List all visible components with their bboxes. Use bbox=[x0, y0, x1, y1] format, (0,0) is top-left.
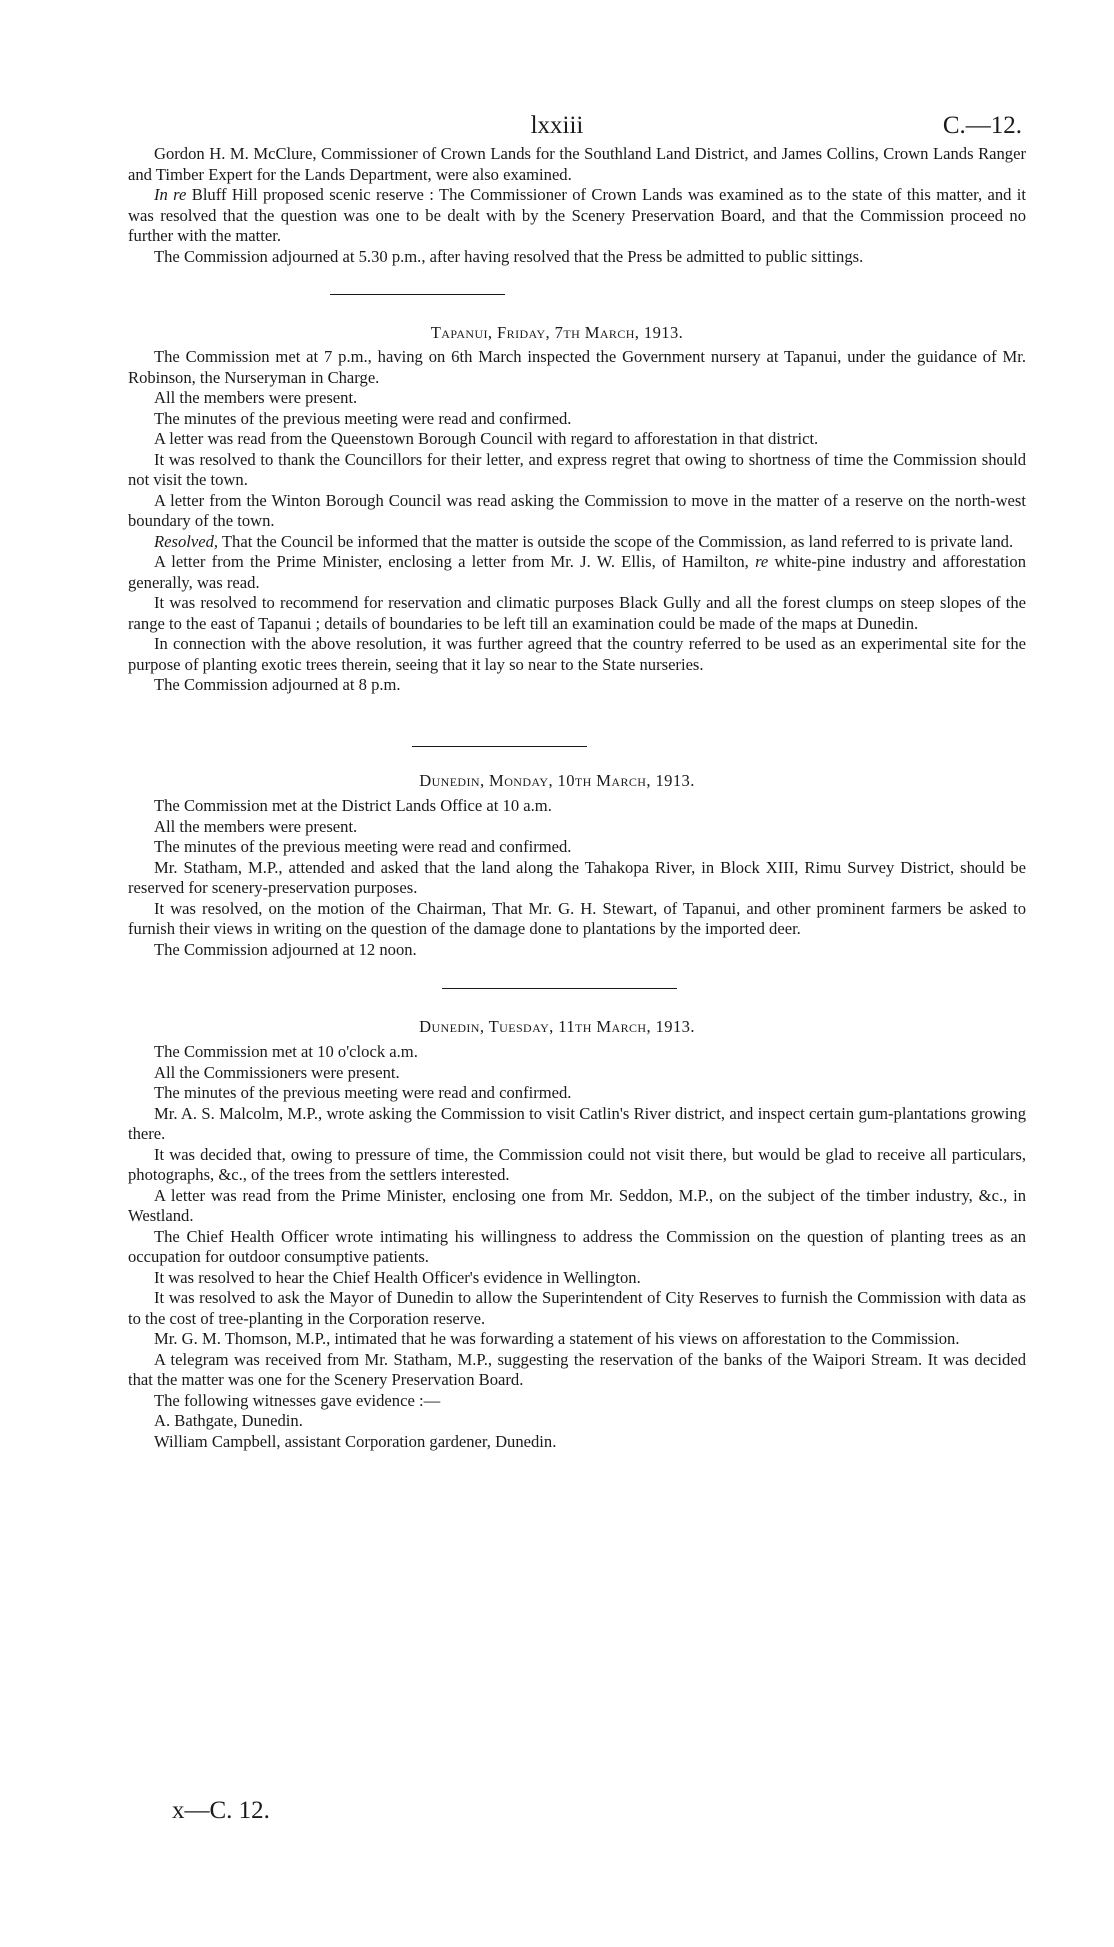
paragraph-text: white-pine industry and afforestation generally, was read. bbox=[128, 552, 1026, 592]
italic-re: re bbox=[755, 552, 769, 571]
section-divider bbox=[412, 746, 587, 747]
paragraph: A. Bathgate, Dunedin. bbox=[154, 1411, 303, 1430]
section-heading: Dunedin, Monday, 10th March, 1913. bbox=[419, 771, 695, 790]
paragraph bbox=[128, 552, 1026, 593]
paragraph: The Commission adjourned at 5.30 p.m., after having resolved that the Press be admitted to public sittings. bbox=[154, 246, 864, 266]
paragraph bbox=[128, 185, 1026, 247]
paragraph: It was resolved to hear the Chief Health Officer's evidence in Wellington. bbox=[154, 1267, 641, 1287]
paragraph-text: Bluff Hill proposed scenic reserve : The Commissioner of Crown Lands was examined as to the state of this matter, and it was resolved that the question was one to be dealt with by the Scenery Preservation Board, and that the Commission proceed no further with the matter. bbox=[128, 185, 1026, 245]
section-heading: Dunedin, Tuesday, 11th March, 1913. bbox=[419, 1017, 695, 1036]
paragraph: The Commission met at the District Lands Office at 10 a.m. bbox=[154, 796, 552, 815]
report-reference: C.—12. bbox=[942, 112, 1022, 139]
section-divider bbox=[442, 988, 677, 989]
paragraph: All the Commissioners were present. bbox=[154, 1062, 400, 1082]
paragraph: Mr. A. S. Malcolm, M.P., wrote asking the Commission to visit Catlin's River district, and inspect certain gum-plantations growing there. bbox=[128, 1103, 1026, 1143]
paragraph: It was resolved to thank the Councillors for their letter, and express regret that owing to shortness of time the Commission should not visit the town. bbox=[128, 449, 1026, 489]
paragraph: A letter from the Winton Borough Council was read asking the Commission to move in the matter of a reserve on the north-west boundary of the town. bbox=[128, 490, 1026, 530]
paragraph: A telegram was received from Mr. Statham, M.P., suggesting the reservation of the banks of the Waipori Stream. It was decided that the matter was one for the Scenery Preservation Board. bbox=[128, 1349, 1026, 1389]
paragraph: The minutes of the previous meeting were read and confirmed. bbox=[154, 837, 572, 856]
paragraph: Mr. G. M. Thomson, M.P., intimated that he was forwarding a statement of his views on afforestation to the Commission. bbox=[154, 1329, 960, 1348]
paragraph: It was resolved to recommend for reservation and climatic purposes Black Gully and all the forest clumps on steep slopes of the range to the east of Tapanui ; details of boundaries to be left till an examination could be made of the maps at Dunedin. bbox=[128, 593, 1026, 633]
paragraph: William Campbell, assistant Corporation gardener, Dunedin. bbox=[154, 1431, 557, 1451]
paragraph bbox=[128, 532, 1026, 553]
intro-block bbox=[128, 144, 1026, 267]
paragraph: The minutes of the previous meeting were read and confirmed. bbox=[154, 1083, 572, 1102]
paragraph: All the members were present. bbox=[154, 388, 358, 407]
paragraph: The minutes of the previous meeting were read and confirmed. bbox=[154, 408, 572, 428]
section-tapanui bbox=[128, 347, 1026, 696]
paragraph: In connection with the above resolution, it was further agreed that the country referred to be used as an experimental site for the purpose of planting exotic trees therein, seeing that it lay so near to the State nurseries. bbox=[128, 634, 1026, 674]
section-dunedin-tuesday bbox=[128, 1042, 1026, 1452]
paragraph: Gordon H. M. McClure, Commissioner of Crown Lands for the Southland Land District, and James Collins, Crown Lands Ranger and Timber Expert for the Lands Department, were also examined. bbox=[128, 144, 1026, 184]
paragraph: A letter was read from the Prime Minister, enclosing one from Mr. Seddon, M.P., on the subject of the timber industry, &c., in Westland. bbox=[128, 1185, 1026, 1225]
paragraph: It was resolved, on the motion of the Chairman, That Mr. G. H. Stewart, of Tapanui, and other prominent farmers be asked to furnish their views in writing on the question of the damage done to plantations by the imported deer. bbox=[128, 898, 1026, 938]
paragraph: The Commission adjourned at 8 p.m. bbox=[154, 675, 401, 694]
paragraph: It was decided that, owing to pressure of time, the Commission could not visit there, but would be glad to receive all particulars, photographs, &c., of the trees from the settlers interested. bbox=[128, 1144, 1026, 1184]
section-heading: Tapanui, Friday, 7th March, 1913. bbox=[430, 323, 684, 342]
paragraph: All the members were present. bbox=[154, 816, 358, 836]
paragraph: The Commission met at 7 p.m., having on 6th March inspected the Government nursery at Tapanui, under the guidance of Mr. Robinson, the Nurseryman in Charge. bbox=[128, 347, 1026, 387]
paragraph: It was resolved to ask the Mayor of Dunedin to allow the Superintendent of City Reserves to furnish the Commission with data as to the cost of tree-planting in the Corporation reserve. bbox=[128, 1288, 1026, 1328]
section-dunedin-monday bbox=[128, 796, 1026, 960]
paragraph: The Commission adjourned at 12 noon. bbox=[154, 939, 417, 959]
paragraph: A letter was read from the Queenstown Borough Council with regard to afforestation in that district. bbox=[154, 429, 819, 448]
page-number: lxxiii bbox=[530, 112, 584, 139]
italic-in-re: In re bbox=[154, 185, 187, 204]
paragraph: Mr. Statham, M.P., attended and asked that the land along the Tahakopa River, in Block XIII, Rimu Survey District, should be reserved for scenery-preservation purposes. bbox=[128, 857, 1026, 897]
italic-resolved: Resolved, bbox=[154, 531, 219, 551]
paragraph-text: That the Council be informed that the matter is outside the scope of the Commission, as land referred to is private land. bbox=[221, 531, 1014, 551]
section-divider bbox=[330, 294, 505, 295]
signature-mark: x—C. 12. bbox=[172, 1797, 270, 1824]
paragraph: The following witnesses gave evidence :— bbox=[154, 1390, 441, 1410]
paragraph: The Chief Health Officer wrote intimating his willingness to address the Commission on the question of planting trees as an occupation for outdoor consumptive patients. bbox=[128, 1226, 1026, 1266]
paragraph-text: A letter from the Prime Minister, enclosing a letter from Mr. J. W. Ellis, of Hamilton, bbox=[154, 552, 749, 571]
paragraph: The Commission met at 10 o'clock a.m. bbox=[154, 1042, 418, 1061]
